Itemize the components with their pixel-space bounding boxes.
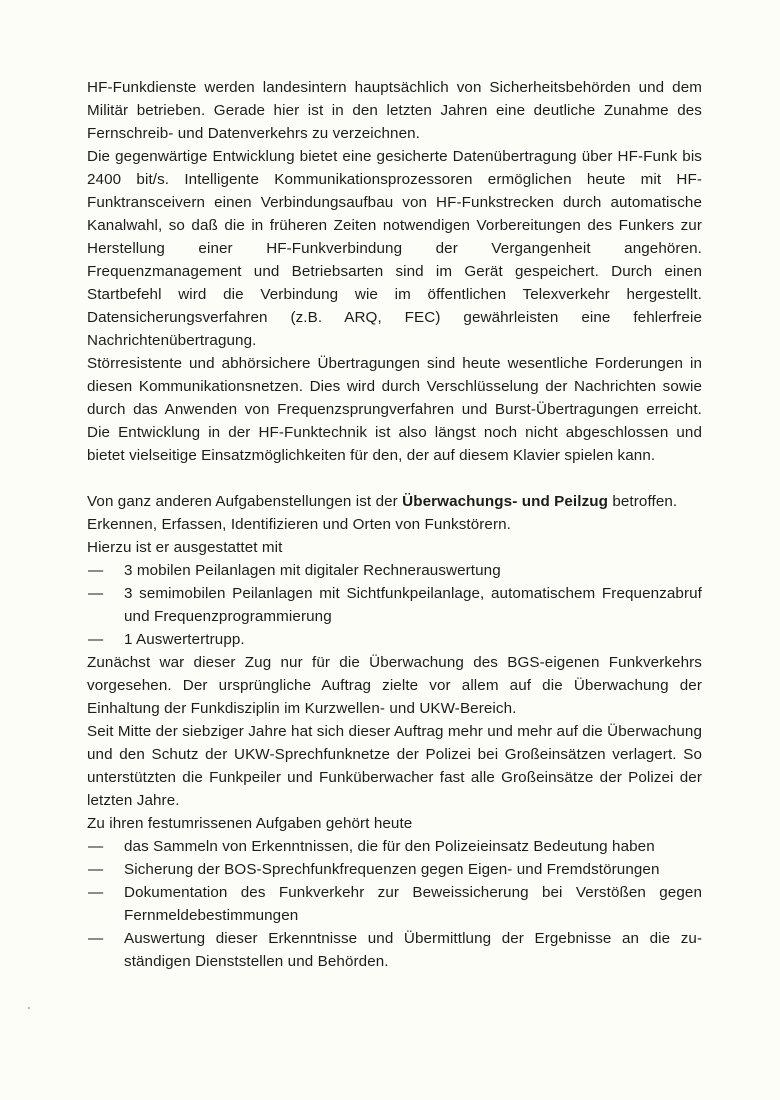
paragraph-task-line: Erkennen, Erfassen, Identifizieren und Orten von Funkstörern. bbox=[87, 516, 511, 533]
intro-text-end: betroffen. bbox=[608, 493, 678, 510]
paragraph-hf-services: HF-Funkdienste werden landesintern hauptsächlich von Sicherheitsbehörden und dem Militär betrieben. Gerade hier ist in den letzten Jahren eine deutliche Zunahme des Fernschreib- und Datenverkehrs zu verzeichnen. bbox=[87, 79, 702, 142]
list-item-text: das Sammeln von Erkenntnissen, die für den Polizeieinsatz Bedeutung haben bbox=[124, 838, 655, 855]
list-item-text: Auswertung dieser Erkenntnisse und Übermittlung der Ergebnisse an die zuständigen Dienststellen und Behörden. bbox=[124, 930, 702, 970]
list-item bbox=[87, 927, 702, 973]
dash-bullet-icon: — bbox=[88, 631, 104, 648]
paragraph-tasks-intro: Zu ihren festumrissenen Aufgaben gehört heute bbox=[87, 815, 413, 832]
list-item bbox=[87, 559, 702, 582]
equipment-list bbox=[87, 559, 702, 651]
list-item bbox=[87, 858, 702, 881]
list-item bbox=[87, 881, 702, 927]
list-item-text: 3 mobilen Peilanlagen mit digitaler Rechnerauswertung bbox=[124, 562, 501, 579]
paragraph-current-development: Die gegenwärtige Entwicklung bietet eine gesicherte Datenübertragung über HF-Funk bis 2400 bit/s. Intelligente Kommunikationsprozessoren ermöglichen heute mit HF-Funktransceivern einen Verbindungsaufbau von HF-Funkstrecken durch automatische Kanalwahl, so daß die in früheren Zeiten notwendigen Vorbereitungen des Funkers zur Herstellung einer HF-Funkverbindung der Vergangenheit angehören. Frequenzmanagement und Betriebsarten sind im Gerät gespeichert. Durch einen Startbefehl wird die Verbindung wie im öffentlichen Telexverkehr hergestellt. Datensicherungsverfahren (z.B. ARQ, FEC) gewährleisten eine fehlerfreie Nachrichtenübertragung. bbox=[87, 148, 702, 349]
section-gap bbox=[87, 467, 702, 490]
list-item-text: 3 semimobilen Peilanlagen mit Sichtfunkpeilanlage, automatischem Frequenzabruf und Frequenzprogrammierung bbox=[124, 585, 702, 625]
list-item bbox=[87, 628, 702, 651]
list-item-text: Sicherung der BOS-Sprechfunkfrequenzen gegen Eigen- und Fremdstörungen bbox=[124, 861, 660, 878]
dash-bullet-icon: — bbox=[88, 861, 104, 878]
list-item-text: 1 Auswertertrupp. bbox=[124, 631, 245, 648]
paragraph-equipment-intro: Hierzu ist er ausgestattet mit bbox=[87, 539, 283, 556]
dash-bullet-icon: — bbox=[88, 838, 104, 855]
list-item bbox=[87, 835, 702, 858]
paragraph-interference-resistance: Störresistente und abhörsichere Übertragungen sind heute wesentliche Forderungen in diesen Kommunikationsnetzen. Dies wird durch Verschlüsselung der Nachrichten sowie durch das Anwenden von Frequenzsprungverfahren und Burst-Übertragungen erreicht. Die Entwicklung in der HF-Funktechnik ist also längst noch nicht abgeschlossen und bietet vielseitige Einsatzmöglichkeiten für den, der auf diesem Klavier spielen kann. bbox=[87, 355, 702, 464]
unit-name-bold: Überwachungs- und Peilzug bbox=[402, 493, 609, 510]
list-item-text: Dokumentation des Funkverkehr zur Beweissicherung bei Verstößen gegen Fernmeldebestimmungen bbox=[124, 884, 702, 924]
paragraph-history-original: Zunächst war dieser Zug nur für die Überwachung des BGS-eigenen Funkverkehrs vorgesehen. Der ursprüngliche Auftrag zielte vor allem auf die Überwachung der Einhaltung der Funkdisziplin im Kurzwellen- und UKW-Bereich. bbox=[87, 654, 702, 717]
paragraph-history-seventies: Seit Mitte der siebziger Jahre hat sich dieser Auftrag mehr und mehr auf die Überwachung und den Schutz der UKW-Sprechfunknetze der Polizei bei Großeinsätzen verlagert. So unterstützten die Funkpeiler und Funküberwacher fast alle Großeinsätze der Polizei der letzten Jahre. bbox=[87, 723, 702, 809]
document-page bbox=[87, 76, 702, 973]
dash-bullet-icon: — bbox=[88, 884, 104, 901]
tasks-list bbox=[87, 835, 702, 973]
dash-bullet-icon: — bbox=[88, 930, 104, 947]
dash-bullet-icon: — bbox=[88, 562, 104, 579]
paper-speck bbox=[28, 1007, 30, 1009]
intro-text: Von ganz anderen Aufgabenstellungen ist der bbox=[87, 493, 403, 510]
paragraph-monitoring-intro bbox=[87, 490, 702, 513]
list-item bbox=[87, 582, 702, 628]
dash-bullet-icon: — bbox=[88, 585, 104, 602]
